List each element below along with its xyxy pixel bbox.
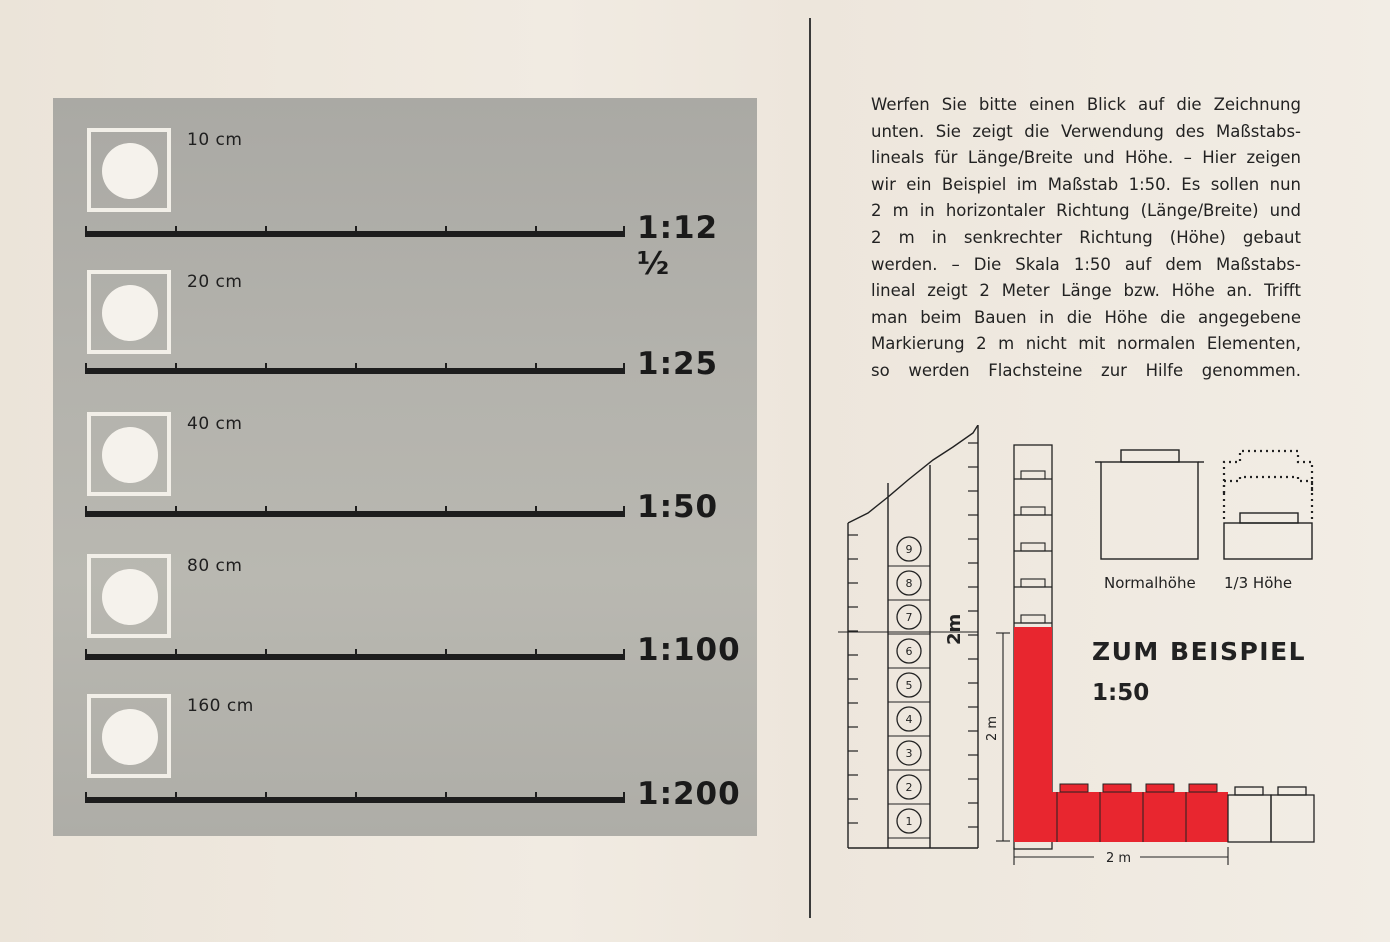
scale-label: 1:100 — [637, 632, 741, 668]
scale-row — [53, 554, 757, 696]
ruler-tick — [445, 792, 447, 799]
square-icon — [87, 128, 171, 212]
paragraph-line: so werden Flachsteine zur Hilfe genommen. — [871, 360, 1301, 380]
ruler-tick — [623, 226, 625, 233]
circle-icon — [102, 569, 158, 625]
brick-stud — [1060, 784, 1088, 792]
brick-stud — [1121, 450, 1179, 462]
ruler-tick — [265, 649, 267, 656]
paragraph-line: werden. – Die Skala 1:50 auf dem Maßstabs- — [871, 254, 1301, 274]
ruler-tick — [445, 506, 447, 513]
paragraph-line: man beim Bauen in die Höhe die angegebene — [871, 307, 1301, 327]
ruler-tick — [535, 792, 537, 799]
length-label: 10 cm — [187, 130, 243, 150]
paragraph-line: Werfen Sie bitte einen Blick auf die Zeichnung — [871, 95, 1301, 114]
instruction-paragraph — [871, 92, 1301, 385]
brick-stud — [1278, 787, 1306, 795]
caption-third-height: 1/3 Höhe — [1224, 574, 1293, 592]
length-label: 80 cm — [187, 556, 243, 576]
example-scale: 1:50 — [1092, 680, 1150, 706]
ruler-tick — [265, 363, 267, 370]
brick-stud — [1021, 579, 1045, 587]
number-label: 9 — [905, 543, 913, 556]
brick-stud — [1021, 615, 1045, 623]
ruler-tick — [355, 792, 357, 799]
brick-stud — [1146, 784, 1174, 792]
ruler-tick — [175, 506, 177, 513]
page-fold-line — [809, 18, 811, 918]
square-icon — [87, 412, 171, 496]
scale-row — [53, 694, 757, 836]
third-height-dotted-outline — [1224, 477, 1312, 493]
ruler-tick — [175, 226, 177, 233]
brick-stud — [1103, 784, 1131, 792]
brick-stud — [1189, 784, 1217, 792]
ruler-tick — [85, 792, 87, 799]
ruler-tick — [623, 506, 625, 513]
ruler-tick — [85, 649, 87, 656]
number-label: 6 — [905, 645, 913, 658]
length-label: 160 cm — [187, 696, 254, 716]
ruler-tick — [265, 792, 267, 799]
brick-stud — [1235, 787, 1263, 795]
torn-edge — [848, 425, 978, 523]
square-icon — [87, 270, 171, 354]
ruler-tick — [355, 506, 357, 513]
ruler-tick — [85, 363, 87, 370]
red-horizontal-row — [1014, 784, 1228, 842]
ruler-tick — [535, 649, 537, 656]
number-label: 8 — [905, 577, 913, 590]
paragraph-line: wir ein Beispiel im Maßstab 1:50. Es sollen nun — [871, 174, 1301, 194]
ruler-tick — [175, 792, 177, 799]
circle-icon — [102, 709, 158, 765]
number-label: 2 — [905, 781, 913, 794]
ruler-2m-label: 2m — [944, 613, 965, 645]
ruler-tick — [85, 226, 87, 233]
ruler-tick — [175, 649, 177, 656]
white-horizontal-row — [1228, 787, 1314, 842]
number-label: 5 — [905, 679, 913, 692]
length-label: 40 cm — [187, 414, 243, 434]
scale-label: 1:200 — [637, 776, 741, 812]
paragraph-line: 2 m in senkrechter Richtung (Höhe) gebaut — [871, 227, 1301, 247]
ruler-tick — [265, 506, 267, 513]
red-brick-row — [1014, 792, 1228, 842]
square-icon — [87, 554, 171, 638]
normal-height-brick — [1101, 462, 1198, 559]
ruler-tick — [355, 226, 357, 233]
circle-icon — [102, 143, 158, 199]
ruler-tick — [535, 363, 537, 370]
ruler-tick — [623, 792, 625, 799]
length-label: 20 cm — [187, 272, 243, 292]
scale-label: 1:25 — [637, 346, 719, 382]
third-height-dotted-outline — [1224, 451, 1312, 493]
scale-row — [53, 412, 757, 554]
ruler-tick — [445, 649, 447, 656]
number-label: 4 — [905, 713, 913, 726]
example-heading: ZUM BEISPIEL — [1092, 637, 1307, 666]
ruler-tick — [355, 649, 357, 656]
ruler-tick — [265, 226, 267, 233]
ruler-tick — [175, 363, 177, 370]
scale-label: 1:50 — [637, 489, 719, 525]
scale-panel — [53, 98, 757, 836]
vertical-dimension-label: 2 m — [985, 715, 1000, 741]
number-label: 3 — [905, 747, 913, 760]
scale-row — [53, 270, 757, 412]
square-icon — [87, 694, 171, 778]
scale-label: 1:12 ½ — [637, 210, 719, 282]
number-label: 7 — [905, 611, 913, 624]
ruler-tick — [623, 649, 625, 656]
paragraph-line: 2 m in horizontaler Richtung (Länge/Breite) und — [871, 201, 1301, 221]
number-label: 1 — [905, 815, 913, 828]
paragraph-line: lineal zeigt 2 Meter Länge bzw. Höhe an. Trifft — [871, 281, 1301, 301]
ruler-tick — [85, 506, 87, 513]
brick-stud — [1021, 471, 1045, 479]
brick-stud — [1240, 513, 1298, 523]
number-circles — [888, 537, 930, 838]
horizontal-dimension-label: 2 m — [1106, 851, 1132, 866]
ruler-tick — [355, 363, 357, 370]
third-height-brick — [1224, 523, 1312, 559]
paragraph-line: lineals für Länge/Breite und Höhe. – Hier zeigen — [871, 148, 1301, 168]
ruler-tick — [445, 363, 447, 370]
white-brick — [1271, 795, 1314, 842]
circle-icon — [102, 427, 158, 483]
ruler-tick — [623, 363, 625, 370]
circle-icon — [102, 285, 158, 341]
paragraph-line: Markierung 2 m nicht mit normalen Elementen, — [871, 334, 1301, 354]
ruler-tick — [535, 226, 537, 233]
ruler-tick — [445, 226, 447, 233]
brick-stud — [1021, 507, 1045, 515]
white-brick — [1228, 795, 1271, 842]
ruler-tick — [535, 506, 537, 513]
caption-normal-height: Normalhöhe — [1104, 574, 1196, 592]
paragraph-line: unten. Sie zeigt die Verwendung des Maßstabs- — [871, 121, 1301, 141]
brick-stud — [1021, 543, 1045, 551]
